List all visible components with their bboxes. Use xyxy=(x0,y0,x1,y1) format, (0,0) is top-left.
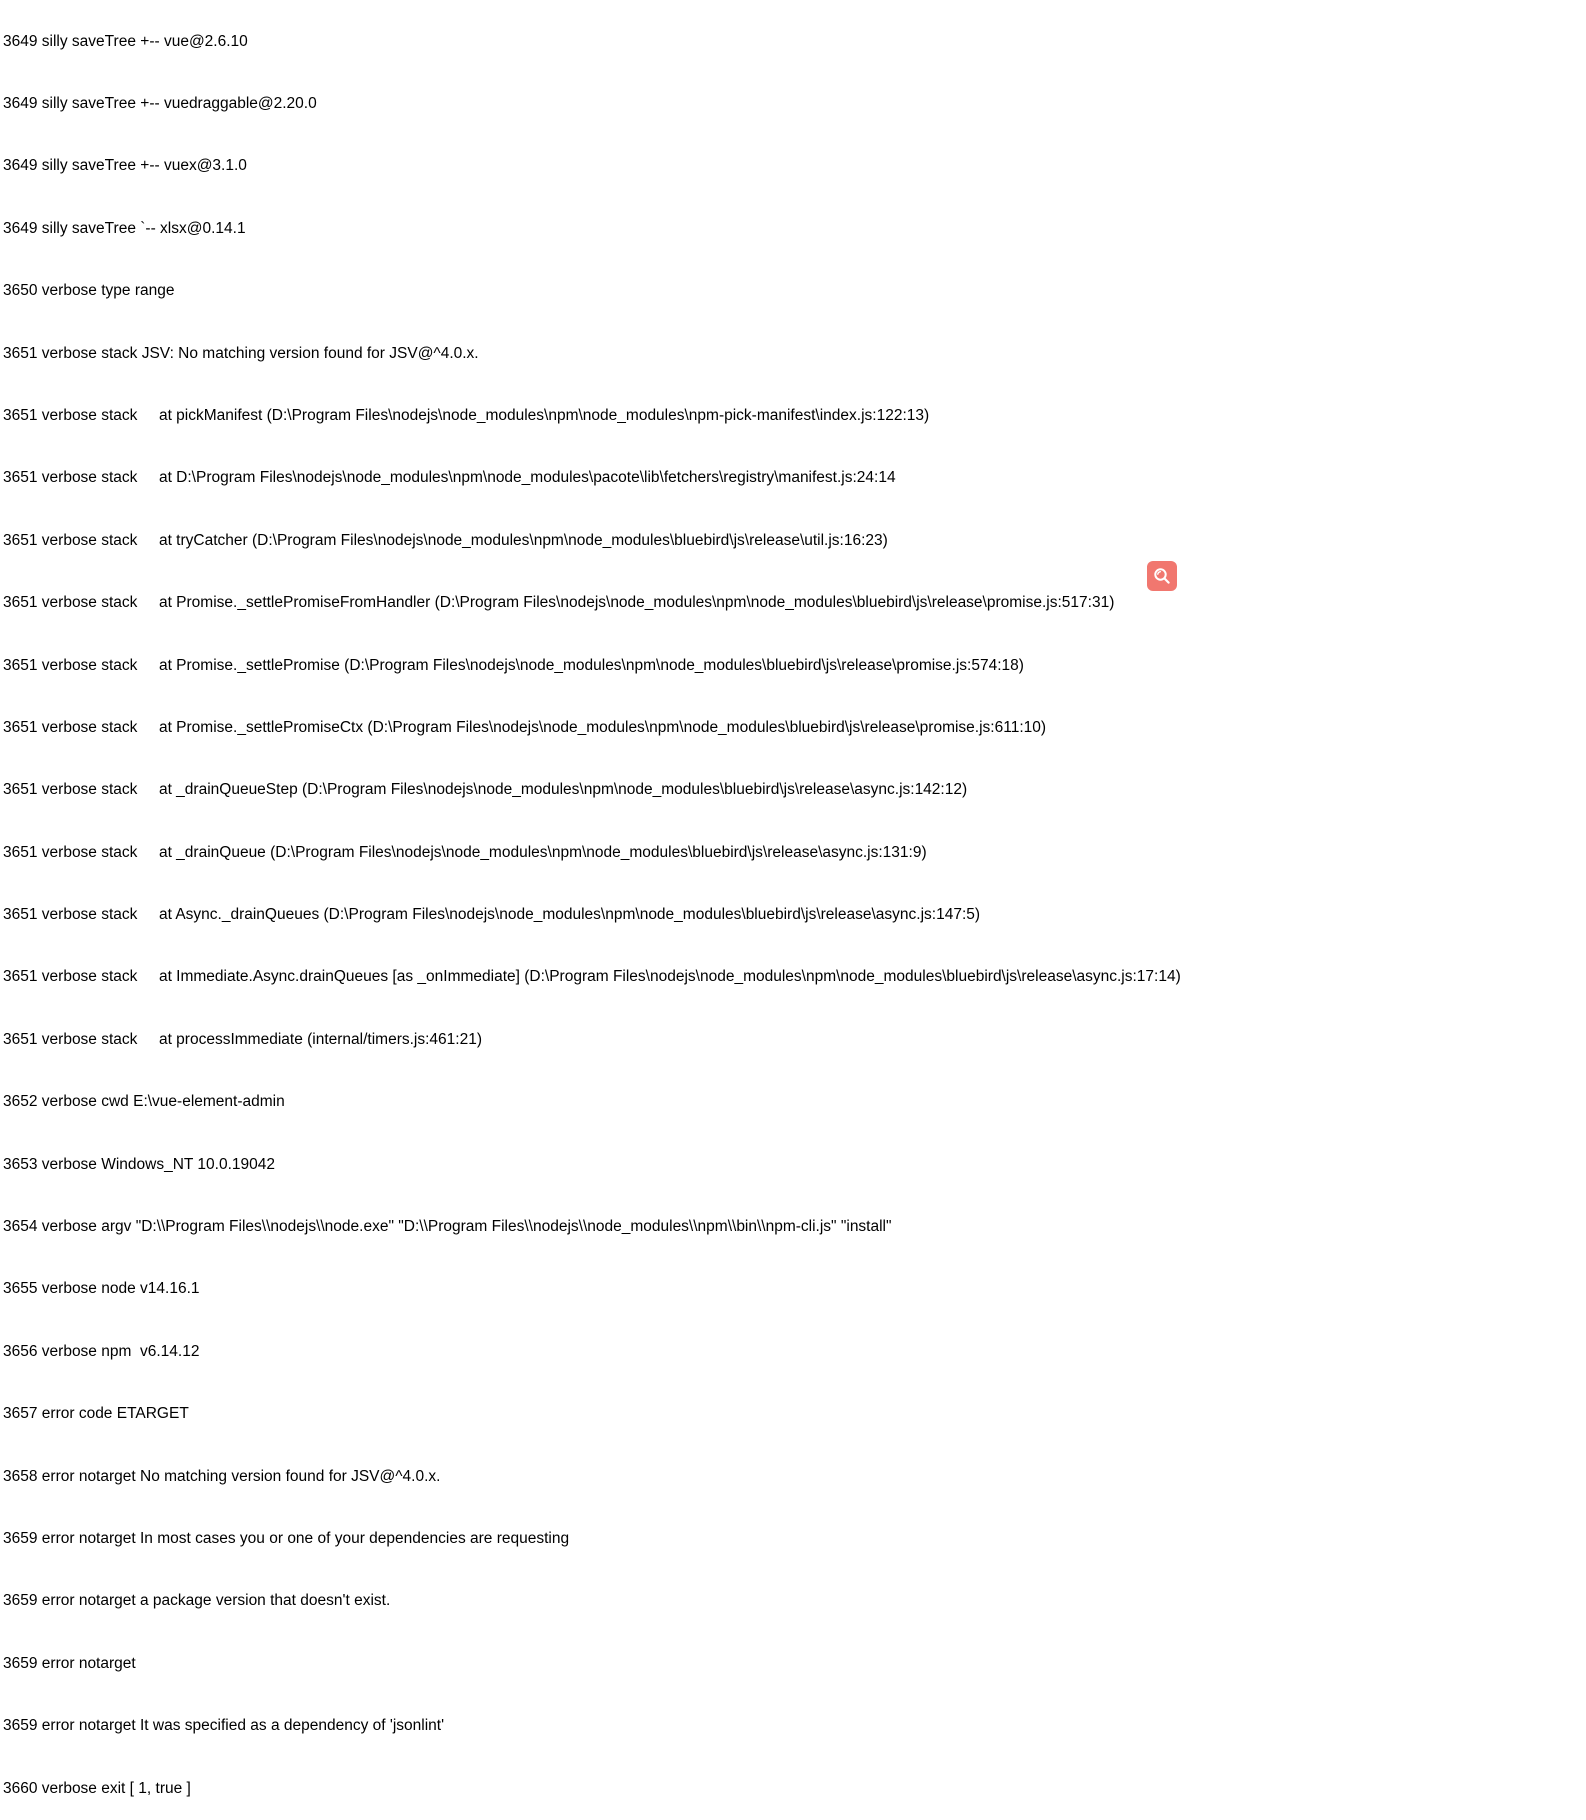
log-line: 3651 verbose stack at _drainQueue (D:\Program Files\nodejs\node_modules\npm\node_modules\bluebird\js\release\async.js:131:9) xyxy=(3,843,927,861)
log-line: 3659 error notarget It was specified as a dependency of 'jsonlint' xyxy=(3,1717,445,1735)
search-button[interactable] xyxy=(1147,561,1177,591)
log-line: 3651 verbose stack JSV: No matching version found for JSV@^4.0.x. xyxy=(3,344,479,362)
log-line: 3651 verbose stack at Immediate.Async.drainQueues [as _onImmediate] (D:\Program Files\nodejs\node_modules\npm\node_modules\bluebird\js\release\async.js:17:14) xyxy=(3,968,1181,986)
log-line: 3659 error notarget xyxy=(3,1654,136,1672)
log-line: 3655 verbose node v14.16.1 xyxy=(3,1280,200,1298)
log-line: 3651 verbose stack at D:\Program Files\nodejs\node_modules\npm\node_modules\pacote\lib\fetchers\registry\manifest.js:24:14 xyxy=(3,469,896,487)
log-line: 3649 silly saveTree `-- xlsx@0.14.1 xyxy=(3,219,246,237)
log-line: 3650 verbose type range xyxy=(3,282,175,300)
log-line: 3651 verbose stack at tryCatcher (D:\Program Files\nodejs\node_modules\npm\node_modules\bluebird\js\release\util.js:16:23) xyxy=(3,531,888,549)
log-line: 3660 verbose exit [ 1, true ] xyxy=(3,1779,191,1797)
log-line: 3651 verbose stack at pickManifest (D:\Program Files\nodejs\node_modules\npm\node_modules\npm-pick-manifest\index.js:122:13) xyxy=(3,406,930,424)
npm-debug-log xyxy=(3,0,1181,1820)
log-line: 3649 silly saveTree +-- vue@2.6.10 xyxy=(3,32,248,50)
log-line: 3658 error notarget No matching version found for JSV@^4.0.x. xyxy=(3,1467,441,1485)
log-line: 3651 verbose stack at Async._drainQueues (D:\Program Files\nodejs\node_modules\npm\node_modules\bluebird\js\release\async.js:147:5) xyxy=(3,906,981,924)
log-line: 3654 verbose argv "D:\\Program Files\\nodejs\\node.exe" "D:\\Program Files\\nodejs\\node_modules\\npm\\bin\\npm-cli.js" "install" xyxy=(3,1218,892,1236)
log-line: 3649 silly saveTree +-- vuedraggable@2.20.0 xyxy=(3,94,317,112)
log-line: 3652 verbose cwd E:\vue-element-admin xyxy=(3,1093,285,1111)
log-line: 3649 silly saveTree +-- vuex@3.1.0 xyxy=(3,157,247,175)
log-line: 3656 verbose npm v6.14.12 xyxy=(3,1342,200,1360)
log-line: 3651 verbose stack at Promise._settlePromise (D:\Program Files\nodejs\node_modules\npm\node_modules\bluebird\js\release\promise.js:574:18) xyxy=(3,656,1024,674)
log-line: 3659 error notarget In most cases you or one of your dependencies are requesting xyxy=(3,1529,570,1547)
log-line: 3651 verbose stack at Promise._settlePromiseFromHandler (D:\Program Files\nodejs\node_modules\npm\node_modules\bluebird\js\release\promise.js:517:31) xyxy=(3,594,1115,612)
log-line: 3657 error code ETARGET xyxy=(3,1405,189,1423)
search-icon xyxy=(1153,567,1171,585)
log-line: 3651 verbose stack at Promise._settlePromiseCtx (D:\Program Files\nodejs\node_modules\npm\node_modules\bluebird\js\release\promise.js:611:10) xyxy=(3,718,1047,736)
log-line: 3659 error notarget a package version that doesn't exist. xyxy=(3,1592,391,1610)
log-line: 3651 verbose stack at processImmediate (internal/timers.js:461:21) xyxy=(3,1030,482,1048)
log-line: 3653 verbose Windows_NT 10.0.19042 xyxy=(3,1155,275,1173)
log-line: 3651 verbose stack at _drainQueueStep (D:\Program Files\nodejs\node_modules\npm\node_modules\bluebird\js\release\async.js:142:12) xyxy=(3,781,968,799)
